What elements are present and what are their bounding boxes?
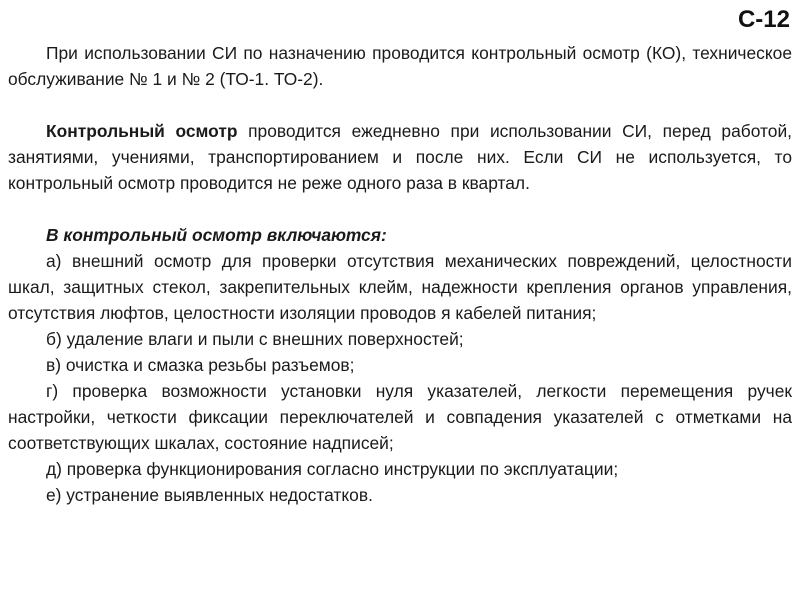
slide-number: С-12 [737, 6, 790, 33]
list-item-e: е) устранение выявленных недостатков. [46, 485, 373, 505]
includes-heading: В контрольный осмотр включаются: [46, 225, 387, 245]
slide-content [8, 40, 792, 508]
list-item-b: б) удаление влаги и пыли с внешних поверхностей; [46, 329, 464, 349]
paragraph-spacer [8, 196, 792, 222]
intro-paragraph: При использовании СИ по назначению проводится контрольный осмотр (КО), техническое обслуживание № 1 и № 2 (ТО-1. ТО-2). [8, 43, 792, 89]
paragraph-spacer [8, 92, 792, 118]
list-item-d: д) проверка функционирования согласно инструкции по эксплуатации; [46, 459, 619, 479]
ko-definition-text: проводится ежедневно при использовании СИ, перед работой, занятиями, учениями, транспортированием и после них. Если СИ не используется, то контрольный осмотр проводится не реже одного раза в квартал. [8, 121, 793, 193]
list-item-v: в) очистка и смазка резьбы разъемов; [46, 355, 355, 375]
list-item-a: а) внешний осмотр для проверки отсутствия механических повреждений, целостности шкал, защитных стекол, закрепительных клейм, надежности крепления органов управления, отсутствия люфтов, целостности изоляции проводов я кабелей питания; [8, 251, 792, 323]
list-item-g: г) проверка возможности установки нуля указателей, легкости перемещения ручек настройки, четкости фиксации переключателей и совпадения указателей с отметками на соответствующих шкалах, состояние надписей; [8, 381, 792, 453]
ko-term: Контрольный осмотр [46, 121, 238, 141]
ko-definition-paragraph [8, 118, 792, 196]
